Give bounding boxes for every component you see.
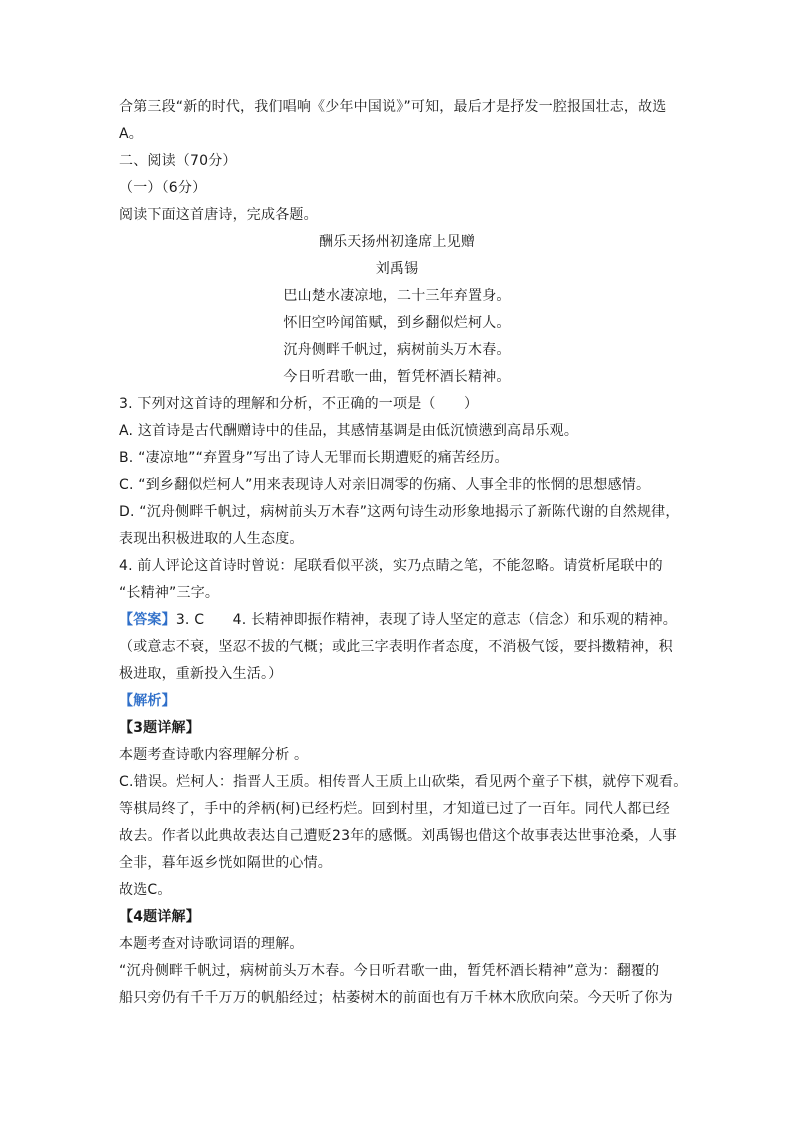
poem-verse: 怀旧空吟闻笛赋，到乡翻似烂柯人。 <box>283 315 511 331</box>
subsection-heading: （一）（6分） <box>119 180 207 196</box>
question-4-cont: “长精神”三字。 <box>119 585 220 601</box>
text-line: 合第三段“新的时代，我们唱响《少年中国说》”可知，最后才是抒发一腔报国壮志，故选 <box>119 99 667 115</box>
q3-conclusion: 故选C。 <box>119 882 172 898</box>
q3-explanation: 全非，暮年返乡恍如隔世的心情。 <box>119 855 332 871</box>
q3-explanation: C.错误。烂柯人：指晋人王质。相传晋人王质上山砍柴，看见两个童子下棋，就停下观看。 <box>119 774 688 790</box>
poem-title: 酬乐天扬州初逢席上见赠 <box>318 234 476 250</box>
answer-tag: 【答案】 <box>119 612 176 628</box>
poem-author: 刘禹锡 <box>375 261 419 277</box>
q4-explanation: 船只旁仍有千千万万的帆船经过；枯萎树木的前面也有万千林木欣欣向荣。今天听了你为 <box>119 990 673 1006</box>
option-c: C. “到乡翻似烂柯人”用来表现诗人对亲旧凋零的伤痛、人事全非的怅惘的思想感情。 <box>119 477 651 493</box>
text-line: A。 <box>119 126 143 142</box>
analysis-tag: 【解析】 <box>119 693 176 709</box>
poem-verse: 沉舟侧畔千帆过，病树前头万木春。 <box>283 342 511 358</box>
question-3: 3. 下列对这首诗的理解和分析，不正确的一项是（ ） <box>119 396 479 412</box>
q3-explanation: 故去。作者以此典故表达自己遭贬23年的感慨。刘禹锡也借这个故事表达世事沧桑，人事 <box>119 828 677 844</box>
section-heading: 二、阅读（70分） <box>119 153 237 169</box>
option-a: A. 这首诗是古代酬赠诗中的佳品，其感情基调是由低沉愤懑到高昂乐观。 <box>119 423 579 439</box>
q3-intro: 本题考查诗歌内容理解分析 。 <box>119 747 309 763</box>
poem-verse: 今日听君歌一曲，暂凭杯酒长精神。 <box>283 369 511 385</box>
answer-line <box>119 610 679 630</box>
q3-explanation: 等棋局终了，手中的斧柄(柯)已经朽烂。回到村里，才知道已过了一百年。同代人都已经 <box>119 801 670 817</box>
question-4: 4. 前人评论这首诗时曾说：尾联看似平淡，实乃点睛之笔，不能忽略。请赏析尾联中的 <box>119 558 663 574</box>
option-d: D. “沉舟侧畔千帆过，病树前头万木春”这两句诗生动形象地揭示了新陈代谢的自然规律， <box>119 504 680 520</box>
poem-verse: 巴山楚水凄凉地，二十三年弃置身。 <box>283 288 511 304</box>
option-b: B. “凄凉地”“弃置身”写出了诗人无罪而长期遭贬的痛苦经历。 <box>119 450 509 466</box>
answer-cont: 极进取，重新投入生活。） <box>119 666 283 682</box>
q4-detail-heading: 【4题详解】 <box>119 909 200 925</box>
q4-explanation: “沉舟侧畔千帆过，病树前头万木春。今日听君歌一曲，暂凭杯酒长精神”意为：翻覆的 <box>119 963 660 979</box>
instruction-text: 阅读下面这首唐诗，完成各题。 <box>119 207 318 223</box>
option-d-cont: 表现出积极进取的人生态度。 <box>119 531 304 547</box>
q4-intro: 本题考查对诗歌词语的理解。 <box>119 936 304 952</box>
q3-detail-heading: 【3题详解】 <box>119 720 200 736</box>
answer-cont: （或意志不衰，坚忍不拔的气概；或此三字表明作者态度，不消极气馁，要抖擞精神，积 <box>119 639 673 655</box>
answer-text: 3. C 4. 长精神即振作精神，表现了诗人坚定的意志（信念）和乐观的精神。 <box>175 612 678 628</box>
